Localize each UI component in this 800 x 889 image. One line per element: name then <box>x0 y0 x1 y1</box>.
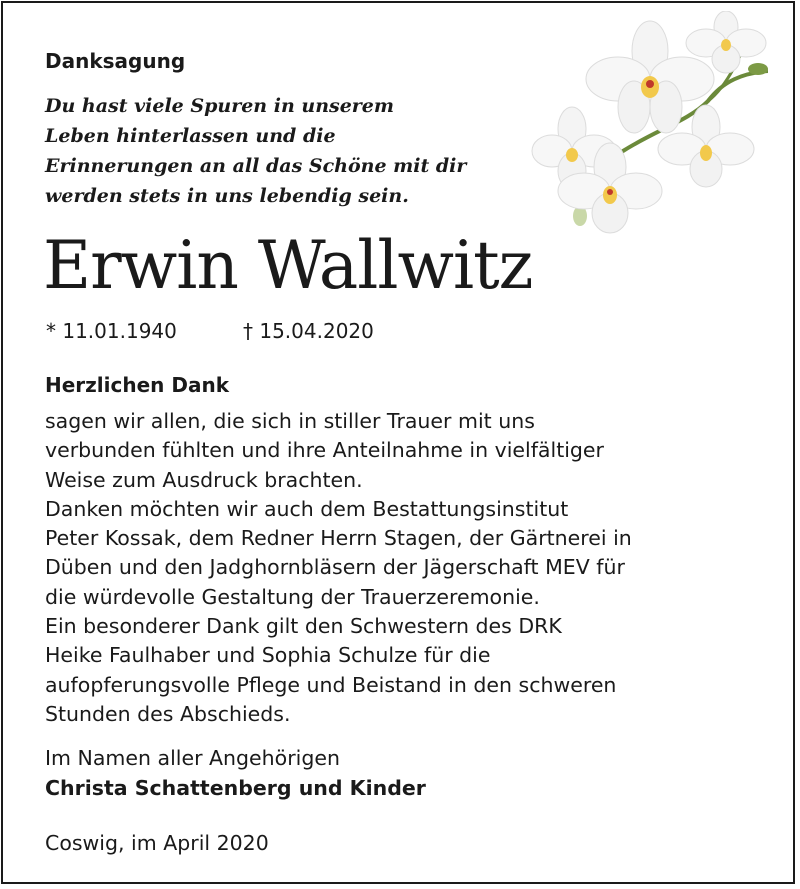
body-line: Peter Kossak, dem Redner Herrn Stagen, der Gärtnerei in <box>45 526 632 551</box>
quote-line: Du hast viele Spuren in unserem <box>45 95 394 117</box>
notice-heading: Danksagung <box>45 49 186 73</box>
body-line: die würdevolle Gestaltung der Trauerzeremonie. <box>45 584 540 609</box>
thanks-body <box>45 407 765 729</box>
body-line: Düben und den Jadghornbläsern der Jägerschaft MEV für <box>45 555 625 580</box>
quote-line: Erinnerungen an all das Schöne mit dir <box>45 155 467 177</box>
body-line: Heike Faulhaber und Sophia Schulze für die <box>45 643 491 668</box>
body-line: Danken möchten wir auch dem Bestattungsinstitut <box>45 496 569 521</box>
signature-intro: Im Namen aller Angehörigen <box>45 746 340 770</box>
body-line: sagen wir allen, die sich in stiller Trauer mit uns <box>45 409 535 433</box>
place-date: Coswig, im April 2020 <box>45 831 269 855</box>
signature-names: Christa Schattenberg und Kinder <box>45 776 426 800</box>
quote-line: Leben hinterlassen und die <box>45 125 336 147</box>
body-line: Weise zum Ausdruck brachten. <box>45 467 363 492</box>
notice-frame <box>1 1 795 884</box>
quote-line: werden stets in uns lebendig sein. <box>45 185 409 207</box>
body-line: verbunden fühlten und ihre Anteilnahme in vielfältiger <box>45 438 604 463</box>
thanks-heading: Herzlichen Dank <box>45 373 230 397</box>
orchid-image <box>528 11 768 236</box>
body-line: Stunden des Abschieds. <box>45 701 291 726</box>
birth-date: * 11.01.1940 <box>46 319 177 343</box>
deceased-name: Erwin Wallwitz <box>43 227 533 304</box>
body-line: Ein besonderer Dank gilt den Schwestern des DRK <box>45 614 562 639</box>
memorial-quote <box>45 91 545 211</box>
death-date: † 15.04.2020 <box>243 319 374 343</box>
body-line: aufopferungsvolle Pflege und Beistand in den schweren <box>45 672 617 697</box>
